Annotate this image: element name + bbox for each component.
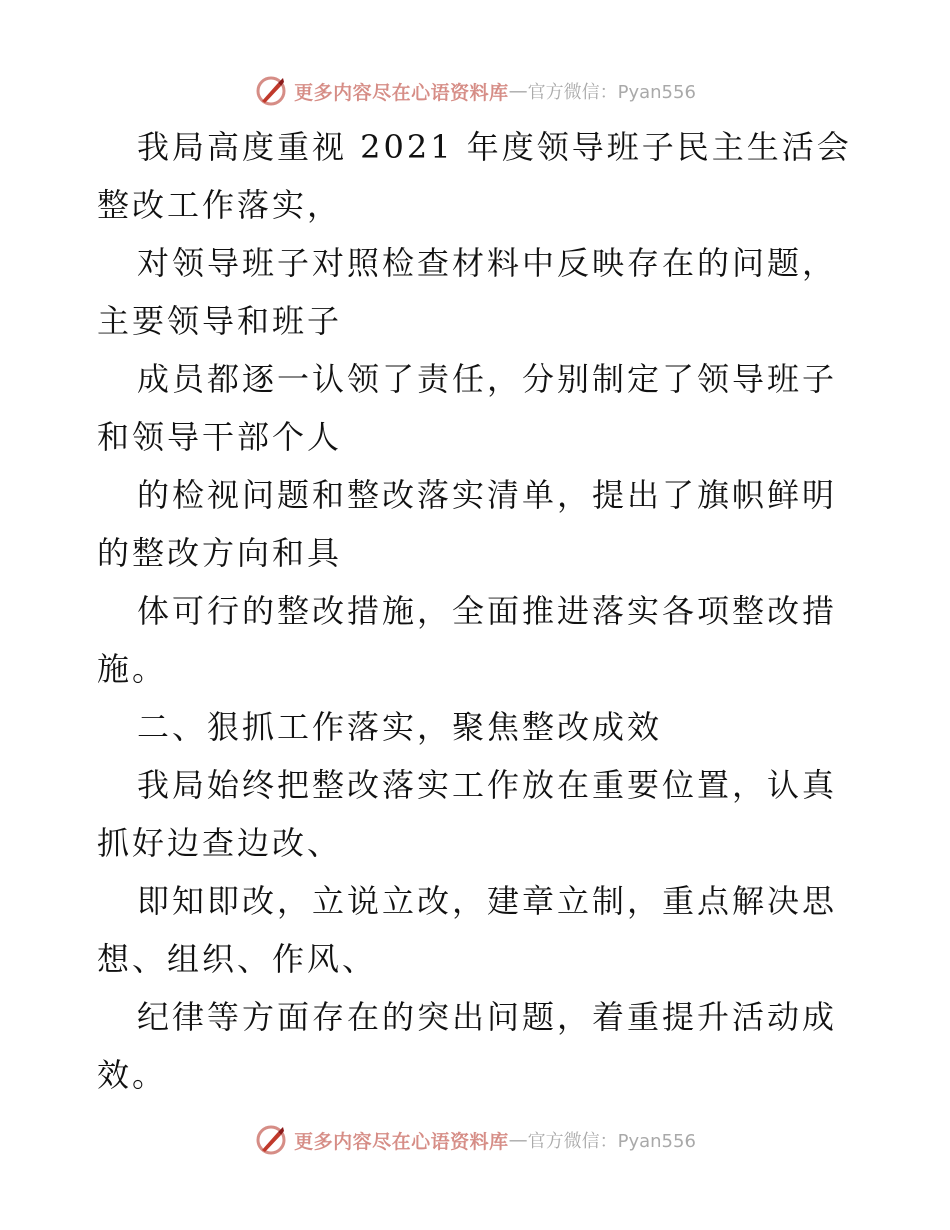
paragraph: 对领导班子对照检查材料中反映存在的问题，主要领导和班子: [97, 244, 838, 340]
paragraph: 纪律等方面存在的突出问题，着重提升活动成效。: [97, 998, 838, 1094]
watermark-text: 更多内容尽在心语资料库: [294, 1130, 509, 1153]
section-heading: 二、狠抓工作落实，聚焦整改成效: [137, 708, 663, 746]
watermark-separator: —: [508, 1129, 528, 1151]
quill-logo-icon: [254, 1123, 288, 1157]
footer-watermark: [0, 1120, 950, 1160]
watermark-text: 更多内容尽在心语资料库: [294, 81, 509, 104]
paragraph: 即知即改，立说立改，建章立制，重点解决思想、组织、作风、: [97, 882, 838, 978]
watermark-separator: —: [508, 80, 528, 102]
watermark-wechat: 官方微信：Pyan556: [527, 1131, 696, 1152]
paragraph: 体可行的整改措施，全面推进落实各项整改措施。: [97, 592, 838, 688]
paragraph: 我局始终把整改落实工作放在重要位置，认真抓好边查边改、: [97, 766, 838, 862]
watermark-wechat: 官方微信：Pyan556: [527, 82, 696, 103]
paragraph: 成员都逐一认领了责任，分别制定了领导班子和领导干部个人: [97, 360, 838, 456]
quill-logo-icon: [254, 74, 288, 108]
document-body: [97, 118, 857, 1104]
header-watermark: [0, 71, 950, 111]
paragraph: 的检视问题和整改落实清单，提出了旗帜鲜明的整改方向和具: [97, 476, 838, 572]
paragraph: 我局高度重视 2021 年度领导班子民主生活会整改工作落实，: [97, 128, 852, 224]
